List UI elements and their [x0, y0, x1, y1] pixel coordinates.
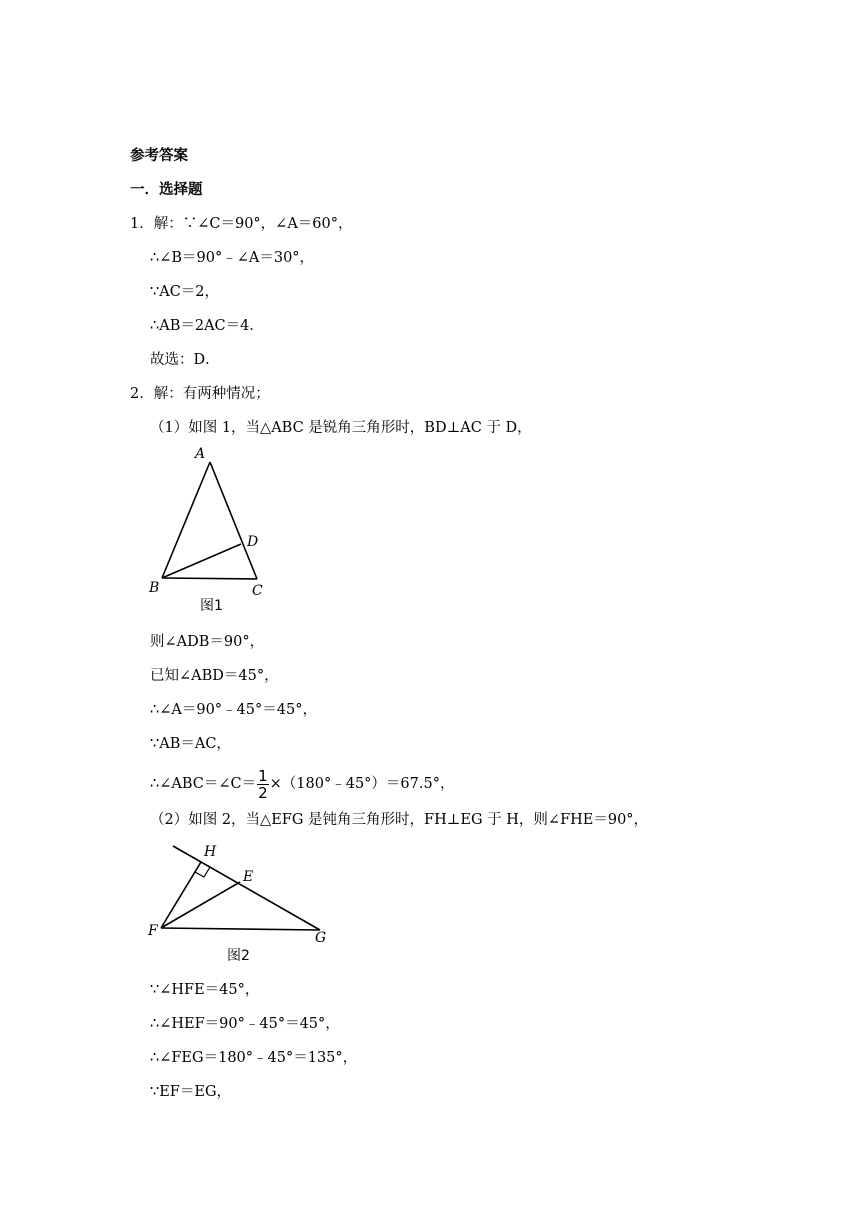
q2-line-11: ∴∠FEG＝180°﹣45°＝135°， [150, 1050, 358, 1066]
q1-line-4: ∴AB＝2AC＝4． [150, 318, 264, 334]
answer-heading: 参考答案 [130, 148, 188, 164]
fraction-one-half [257, 768, 269, 801]
label-G: G [315, 930, 327, 946]
label-H: H [204, 844, 217, 860]
figure-2 [140, 834, 340, 964]
q2-line-8: （2）如图 2，当△EFG 是钝角三角形时，FH⊥EG 于 H，则∠FHE＝90°， [150, 812, 649, 828]
q2-line-1: 2．解：有两种情况； [130, 386, 270, 402]
q2-line-10: ∴∠HEF＝90°﹣45°＝45°， [150, 1016, 340, 1032]
q2-line-5: ∴∠A＝90°﹣45°＝45°， [150, 702, 317, 718]
label-F: F [148, 923, 158, 939]
q1-line-2: ∴∠B＝90°﹣∠A＝30°， [150, 250, 315, 266]
figure-1 [140, 442, 280, 617]
label-A: A [195, 446, 206, 462]
label-D: D [247, 534, 259, 550]
q2-line-6: ∵AB＝AC， [150, 736, 231, 752]
section-choice: 一．选择题 [130, 182, 203, 198]
q2-line-3: 则∠ADB＝90°， [150, 634, 265, 650]
q2-line-12: ∵EF＝EG， [150, 1084, 232, 1100]
q2-line-7-prefix: ∴∠ABC＝∠C＝ [150, 776, 257, 792]
q2-line-4: 已知∠ABD＝45°， [150, 668, 279, 684]
q2-line-2: （1）如图 1，当△ABC 是锐角三角形时，BD⊥AC 于 D， [150, 420, 532, 436]
figure-1-caption: 图1 [200, 598, 223, 614]
q2-line-9: ∵∠HFE＝45°， [150, 982, 260, 998]
q2-line-7 [150, 766, 454, 802]
q1-line-5: 故选：D． [150, 352, 220, 368]
label-B: B [149, 580, 160, 596]
q1-line-3: ∵AC＝2， [150, 284, 220, 300]
q2-line-7-suffix: ×（180°﹣45°）＝67.5°， [269, 776, 455, 792]
q1-line-1: 1．解：∵∠C＝90°，∠A＝60°， [130, 216, 353, 232]
label-C: C [252, 583, 263, 599]
fraction-denominator: 2 [258, 783, 268, 802]
figure-2-caption: 图2 [227, 948, 250, 964]
fraction-numerator: 1 [258, 766, 268, 785]
label-E: E [243, 869, 254, 885]
